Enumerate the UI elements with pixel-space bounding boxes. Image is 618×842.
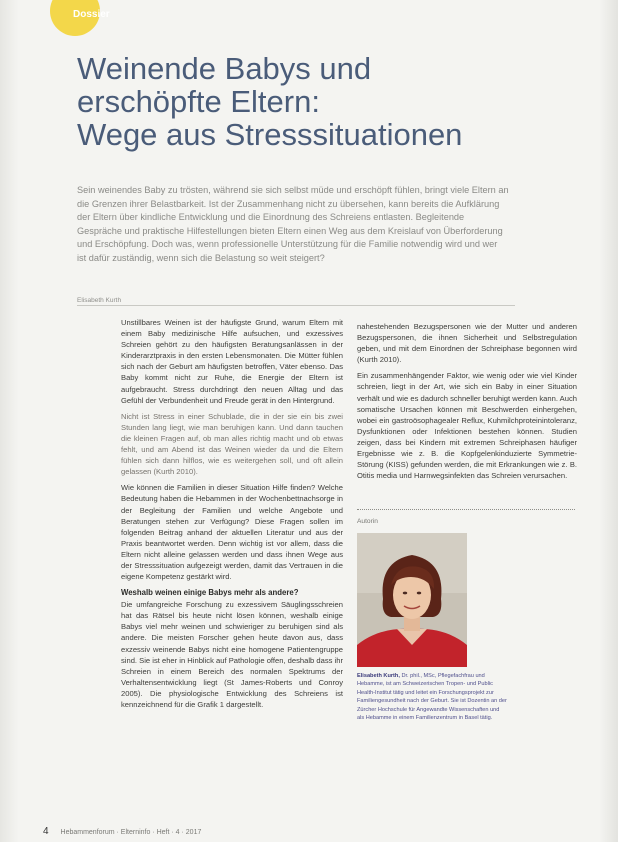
paragraph: Die umfangreiche Forschung zu exzessivem Säuglingsschreien hat das Rätsel bis heute nicht lösen können, weshalb einige Babys viel mehr weinen und schwieriger zu beruhigen sind als andere. Die meisten Forscher gehen heute davon aus, dass exzessiv weinende Babys nicht eine homogene Patientengruppe sind. Sie ist eher in Hinblick auf Pathologie offen, deshalb dass ihr Schreien in einem Bereich des normalen Spektrums der Verhaltensentwicklung liegt (St James-Roberts und Conroy 2005). Die physiologische Entwicklung des Schreiens ist kennzeichnend für die Grafik 1 dargestellt. [121,600,343,709]
paragraph: Unstillbares Weinen ist der häufigste Grund, warum Eltern mit einem Baby medizinische Hilfe aufsuchen, und exzessives Schreien gehört zu den häufigsten Beratungsanlässen in der Kinderarztpraxis in den ersten Lebensmonaten. Die Mütter fühlen sich nach der Geburt am häufigsten betroffen, Väter ebenso. Das Baby kommt nicht zur Ruhe, die Energie der Eltern ist aufgebraucht. Stress durchdringt den neuen Alltag und das Gefühl der Verbundenheit und Freude gerät in den Hintergrund. [121,318,343,405]
title-line: Weinende Babys und [77,51,372,86]
author-bio-text: Dr. phil., MSc, Pflegefachfrau und Hebamme, ist am Schweizerischen Tropen- und Public Health-Institut tätig und leitet ein Forschungsprojekt zur Familiengesundheit nach der Geburt. Sie ist Dozentin an der Zürcher Hochschule für Angewandte Wissenschaften und als Hebamme in einem Familienzentrum in Basel tätig. [357,673,507,722]
section-label: Dossier [73,9,110,20]
author-label: Autorin [357,518,378,525]
text-column-right [357,321,577,486]
paragraph: nahestehenden Bezugspersonen wie der Mutter und anderen Bezugspersonen, die ihnen Sicherheit und Selbstregulation geben, und mit dem Einordnen der Schreiphase begonnen wird (Kurth 2010). [357,322,577,365]
byline: Elisabeth Kurth [77,297,122,304]
paragraph: Nicht ist Stress in einer Schublade, die in der sie ein bis zwei Stunden lang liegt, wie man beruhigen kann. Und dann tauchen die kleinen Fragen auf, ob man alles richtig macht und ob etwas fehlt, und am Abend ist das Weinen wieder da und die Eltern fühlen sich dann hilflos, wie es weitergehen soll, und oft allein gelassen (Kurth 2010). [121,411,343,477]
article-lead: Sein weinendes Baby zu trösten, während sie sich selbst müde und erschöpft fühlen, bringt viele Eltern an die Grenzen ihrer Belastbarkeit. Ist der Zusammenhang nicht zu übersehen, kann bereits die Aufklärung der Eltern über kindliche Entwicklung und die Einordnung des Schreiens entlasten. Begleitende Gespräche und praktische Hilfestellungen bieten Eltern einen Weg aus dem Kreislauf von Überforderung und Erschöpfung. Doch was, wenn professionelle Unterstützung für die Familie notwendig wird und wer ist dafür zuständig, wenn sich die Belastung so weit steigert? [77,185,509,263]
text-column-left [121,317,343,715]
page-number: 4 [43,826,49,837]
dotted-divider [357,509,575,510]
author-bio [357,672,507,722]
title-line: Wege aus Stresssituationen [77,117,463,152]
footer-text: Hebammenforum · Elterninfo · Heft · 4 · 2017 [60,829,202,836]
paragraph: Ein zusammenhängender Faktor, wie wenig oder wie viel Kinder schreien, liegt in der Art, wie sich ein Baby in einer Situation verhält und wie es dadurch schneller beruhigt werden kann. Auch somatische Ursachen können mit Beschwerden einhergehen, wobei ein gastroösophagealer Reflux, Kuhmilchproteinintoleranz, Dysfunktionen oder Infektionen bestehen können. Studien zeigen, dass bei Kindern mit extremen Schreiphasen häufiger Ergebnisse wie z. B. die Kopfgelenkinduzierte Symmetrie-Störung (KISS) gefunden werden, die mit Erkrankungen wie z. B. Otitis media und Harnwegsinfekten das Schreien verursachen. [357,371,577,481]
title-line: erschöpfte Eltern: [77,84,320,119]
divider [77,305,515,306]
author-name: Elisabeth Kurth, [357,673,400,679]
article-title [77,52,497,151]
page-footer [43,826,201,837]
subheading: Weshalb weinen einige Babys mehr als andere? [121,588,299,598]
paragraph: Wie können die Familien in dieser Situation Hilfe finden? Welche Bedeutung haben die Hebammen in der Wochenbettnachsorge in der Begleitung der Familien und welche Angebote und Beratungen stehen zur Verfügung? Diese Fragen sollen im folgenden Beitrag anhand der aktuellen Literatur und aus der Praxis beantwortet werden. Denn wichtig ist vor allem, dass die Eltern nicht alleine gelassen werden und dass ihnen Wege aus der Stresssituation aufgezeigt werden, damit das Vertrauen in die eigene Kompetenz gestärkt wird. [121,483,343,582]
portrait-image [357,533,467,667]
author-photo [357,533,467,667]
